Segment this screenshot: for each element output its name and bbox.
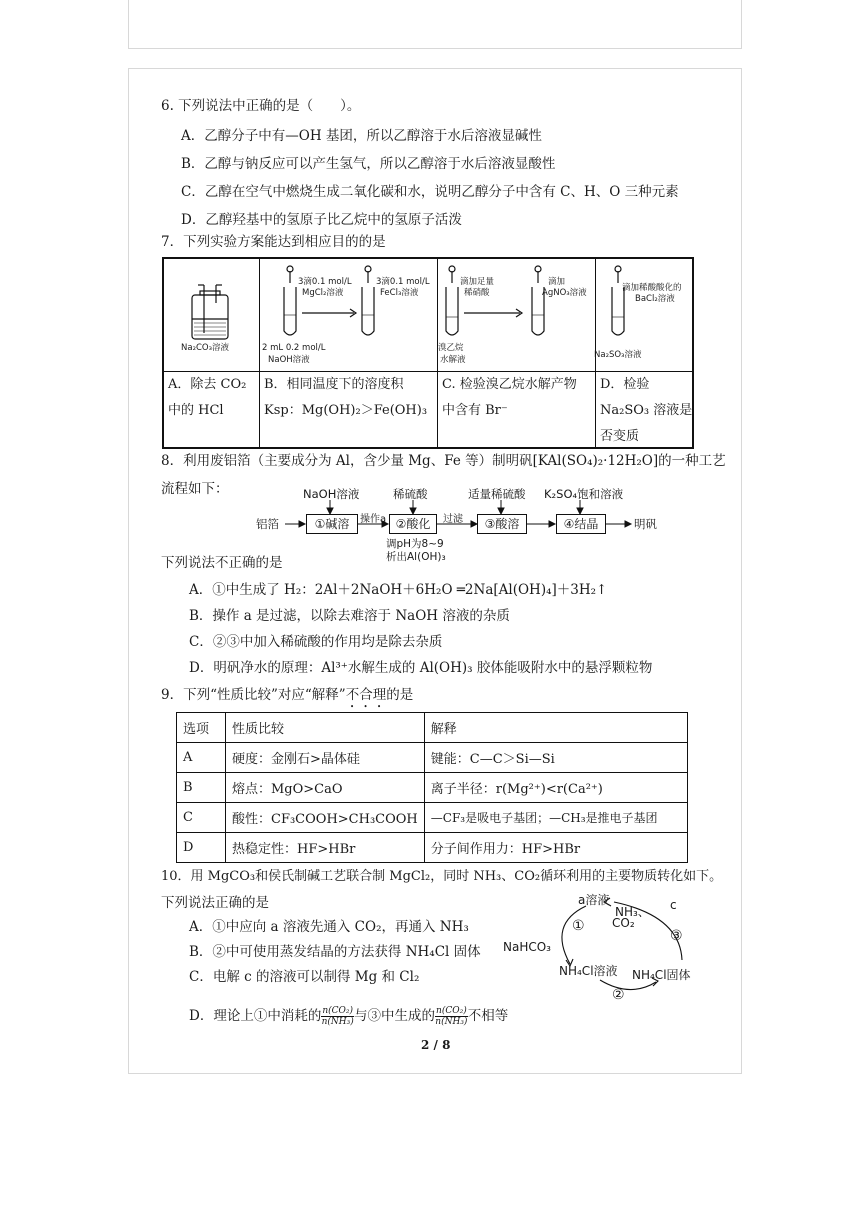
fraction — [321, 1006, 354, 1027]
q9-stem-emphasis: 不合理 — [345, 687, 387, 703]
table-cell: 键能：C—C＞Si—Si — [424, 743, 687, 773]
q7c-reagent2: 滴加 — [548, 277, 566, 287]
table-cell: —CF₃是吸电子基团；—CH₃是推电子基团 — [424, 803, 687, 833]
q10-option-d-pre: D．理论上①中消耗的 — [189, 1008, 322, 1024]
q6-option-d: D．乙醇羟基中的氢原子比乙烷中的氢原子活泼 — [181, 212, 462, 228]
q8-option-c: C．②③中加入稀硫酸的作用均是除去杂质 — [189, 634, 443, 650]
table-cell: 熔点：MgO>CaO — [226, 773, 425, 803]
q7c-base1: 溴乙烷 — [438, 343, 464, 353]
table-header-cell: 解释 — [424, 713, 687, 743]
q10-option-d-mid: 与③中生成的 — [354, 1008, 436, 1024]
q10-cycle-nh4cl-solution: NH₄Cl溶液 — [559, 964, 618, 978]
q7-answer-d1: D．检验 — [600, 377, 650, 392]
q7-stem: 7．下列实验方案能达到相应目的的是 — [161, 234, 386, 250]
q7d-reagent1b: BaCl₂溶液 — [635, 294, 675, 304]
fraction-numerator: n(CO₂) — [322, 1006, 354, 1016]
q8-step-1: ①碱溶 — [306, 514, 358, 534]
q10-cycle-a: a溶液 — [578, 893, 610, 907]
q10-cycle-nh3: NH₃、 — [615, 905, 650, 919]
q8-note1: 调pH为8~9 — [386, 538, 444, 550]
q8-step-3: ③酸溶 — [477, 514, 527, 534]
q7-answer-b2: Ksp：Mg(OH)₂＞Fe(OH)₃ — [264, 403, 428, 418]
q10-cycle-c: c — [670, 898, 677, 912]
q9-table — [176, 712, 688, 863]
table-row — [177, 833, 688, 863]
table-cell: C — [177, 803, 226, 833]
q8-step-2: ②酸化 — [389, 514, 437, 534]
q7b-reagent1b: MgCl₂溶液 — [302, 288, 344, 298]
q8-note2: 析出Al(OH)₃ — [386, 551, 446, 563]
table-cell: 酸性：CF₃COOH>CH₃COOH — [226, 803, 425, 833]
q10-cycle-step1: ① — [572, 918, 585, 934]
q7-answer-c1: C. 检验溴乙烷水解产物 — [442, 377, 577, 392]
table-cell: 硬度：金刚石>晶体硅 — [226, 743, 425, 773]
q8-step-4: ④结晶 — [556, 514, 606, 534]
fraction-numerator: n(CO₂) — [436, 1006, 467, 1016]
table-cell: D — [177, 833, 226, 863]
page-number: 2 / 8 — [421, 1038, 451, 1052]
q7-answer-d2: Na₂SO₃ 溶液是 — [600, 403, 693, 418]
q7c-reagent2b: AgNO₃溶液 — [542, 288, 587, 298]
q9-stem-pre: 9．下列“性质比较”对应“解释” — [161, 687, 346, 703]
q7c-reagent1: 滴加足量 — [460, 277, 495, 287]
table-header-cell: 选项 — [177, 713, 226, 743]
q10-option-c: C．电解 c 的溶液可以制得 Mg 和 Cl₂ — [189, 969, 420, 985]
fraction-denominator: n(NH₃) — [321, 1017, 354, 1027]
q7-answer-b1: B．相同温度下的溶度积 — [264, 377, 404, 392]
q8-option-a: A．①中生成了 H₂：2Al＋2NaOH＋6H₂O ═2Na[Al(OH)₄]＋3H₂↑ — [189, 582, 608, 598]
q7b-reagent1: 3滴0.1 mol/L — [298, 277, 352, 287]
q7b-reagent2: 3滴0.1 mol/L — [376, 277, 430, 287]
q10-cycle-step3: ③ — [670, 928, 683, 944]
test-tube-icon — [612, 266, 624, 335]
q10-cycle-co2: CO₂ — [612, 916, 635, 930]
q7-answer-d3: 否变质 — [600, 429, 640, 444]
q6-stem: 6. 下列说法中正确的是（ ）。 — [161, 98, 361, 114]
q8-question — [161, 554, 283, 572]
q8-filter: 过滤 — [443, 514, 463, 525]
fraction-denominator: n(NH₃) — [435, 1017, 468, 1027]
q8-reagent-h2so4-2: 适量稀硫酸 — [468, 487, 526, 501]
q9-stem — [161, 686, 413, 711]
q6-option-a: A．乙醇分子中有—OH 基团，所以乙醇溶于水后溶液显碱性 — [181, 128, 542, 144]
table-header-row — [177, 713, 688, 743]
q8-option-b: B．操作 a 是过滤，以除去难溶于 NaOH 溶液的杂质 — [189, 608, 510, 624]
q7b-base1: 2 mL 0.2 mol/L — [262, 343, 326, 353]
q7-answer-c2: 中含有 Br⁻ — [442, 403, 508, 418]
q7d-base: Na₂SO₃溶液 — [594, 350, 642, 360]
table-row — [177, 743, 688, 773]
q8-end: 明矾 — [634, 517, 657, 531]
q7b-base2: NaOH溶液 — [268, 355, 310, 365]
table-row — [177, 803, 688, 833]
q10-stem: 10．用 MgCO₃和侯氏制碱工艺联合制 MgCl₂，同时 NH₃、CO₂循环利用的主要物质转化如下。 — [161, 869, 723, 884]
q8-stem-line2: 流程如下： — [161, 481, 229, 497]
q10-cycle-step2: ② — [612, 987, 625, 1003]
fraction — [435, 1006, 468, 1027]
q8-start: 铝箔 — [256, 517, 279, 531]
q9-stem-post: 的是 — [386, 687, 414, 703]
q7b-reagent2b: FeCl₃溶液 — [380, 288, 419, 298]
table-cell: B — [177, 773, 226, 803]
q7-answer-a2: 中的 HCl — [168, 403, 224, 418]
q10-option-a: A．①中应向 a 溶液先通入 CO₂，再通入 NH₃ — [189, 919, 469, 935]
table-cell: 热稳定性：HF>HBr — [226, 833, 425, 863]
q8-question-text: 下列说法不正确的是 — [161, 555, 283, 571]
q8-reagent-h2so4: 稀硫酸 — [393, 487, 428, 501]
q10-option-d-post: 不相等 — [467, 1008, 509, 1024]
table-cell: 离子半径：r(Mg²⁺)<r(Ca²⁺) — [424, 773, 687, 803]
q7c-base2: 水解液 — [440, 355, 466, 365]
gas-washing-bottle-icon — [192, 285, 228, 339]
q10-cycle-nh4cl-solid: NH₄Cl固体 — [632, 968, 691, 982]
q6-option-c: C．乙醇在空气中燃烧生成二氧化碳和水，说明乙醇分子中含有 C、H、O 三种元素 — [181, 184, 679, 200]
table-cell: 分子间作用力：HF>HBr — [424, 833, 687, 863]
q8-op-a: 操作a — [360, 514, 387, 525]
q8-option-d: D．明矾净水的原理：Al³⁺水解生成的 Al(OH)₃ 胶体能吸附水中的悬浮颗粒物 — [189, 660, 653, 676]
q10-question: 下列说法正确的是 — [161, 895, 269, 911]
table-cell: A — [177, 743, 226, 773]
q7-answer-a1: A．除去 CO₂ — [168, 377, 247, 392]
q7a-label: Na₂CO₃溶液 — [181, 343, 230, 353]
q8-stem-line1: 8．利用废铝箔（主要成分为 Al，含少量 Mg、Fe 等）制明矾[KAl(SO₄)₂·12H₂O]的一种工艺 — [161, 453, 726, 469]
q7c-reagent1b: 稀硝酸 — [464, 288, 490, 298]
previous-page-edge — [128, 0, 742, 49]
table-row — [177, 773, 688, 803]
q8-reagent-k2so4: K₂SO₄饱和溶液 — [544, 487, 624, 501]
table-header-cell: 性质比较 — [226, 713, 425, 743]
q10-option-b: B．②中可使用蒸发结晶的方法获得 NH₄Cl 固体 — [189, 944, 481, 960]
q10-cycle-nahco3: NaHCO₃ — [503, 940, 551, 954]
q6-option-b: B．乙醇与钠反应可以产生氢气，所以乙醇溶于水后溶液显酸性 — [181, 156, 556, 172]
q8-reagent-naoh: NaOH溶液 — [303, 487, 360, 501]
q10-option-d — [189, 1004, 508, 1028]
q7d-reagent1: 滴加稀酸酸化的 — [622, 283, 682, 293]
